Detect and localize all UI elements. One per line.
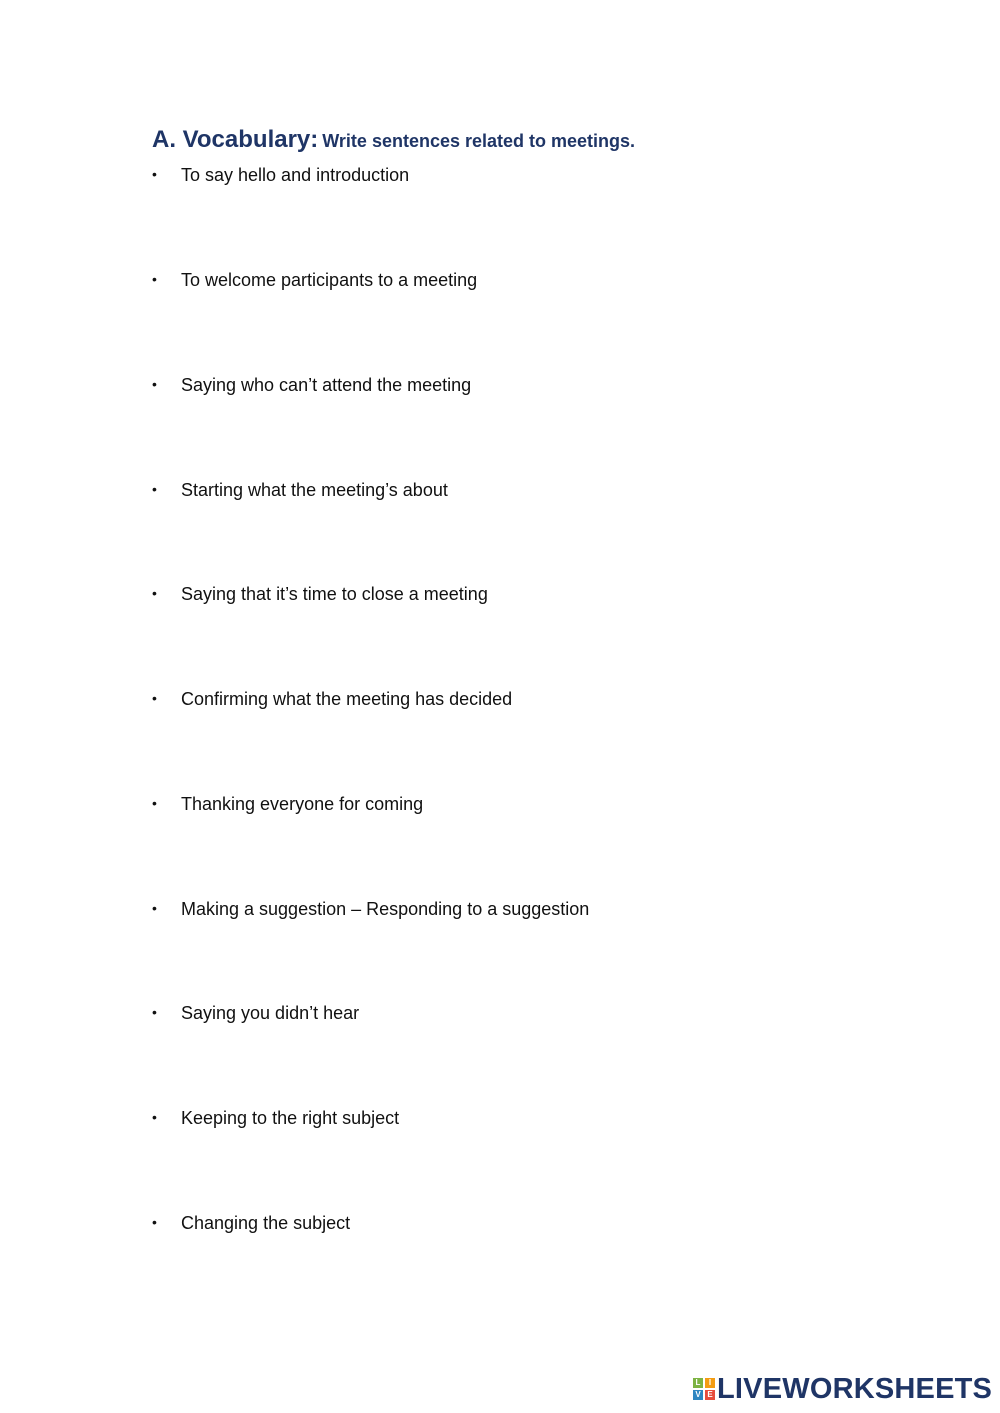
list-item-text: To say hello and introduction: [181, 165, 410, 185]
bullet-icon: •: [152, 900, 157, 916]
bullet-icon: •: [152, 481, 157, 497]
logo-mark-letter: L: [693, 1378, 703, 1388]
bullet-icon: •: [152, 1109, 157, 1125]
section-label: A. Vocabulary:: [152, 126, 319, 153]
list-item: [152, 1001, 359, 1024]
section-instruction: Write sentences related to meetings.: [322, 131, 636, 151]
logo-mark-icon: [693, 1378, 715, 1400]
list-item: [152, 478, 448, 501]
list-item-text: Making a suggestion – Responding to a suggestion: [181, 899, 590, 919]
logo-mark-letter: V: [693, 1390, 703, 1400]
list-item: [152, 897, 589, 920]
list-item: [152, 1106, 399, 1129]
list-item-text: Starting what the meeting’s about: [181, 480, 448, 500]
list-item: [152, 1211, 350, 1234]
list-item-text: To welcome participants to a meeting: [181, 270, 478, 290]
list-item: [152, 792, 423, 815]
list-item-text: Saying who can’t attend the meeting: [181, 375, 472, 395]
bullet-icon: •: [152, 271, 157, 287]
bullet-icon: •: [152, 376, 157, 392]
bullet-icon: •: [152, 1214, 157, 1230]
bullet-icon: •: [152, 795, 157, 811]
list-item-text: Saying you didn’t hear: [181, 1003, 360, 1023]
list-item: [152, 687, 512, 710]
list-item-text: Saying that it’s time to close a meeting: [181, 584, 488, 604]
logo-text: LIVEWORKSHEETS: [717, 1372, 993, 1405]
section-heading: [152, 118, 635, 155]
list-item-text: Thanking everyone for coming: [181, 794, 424, 814]
list-item: [152, 582, 488, 605]
bullet-icon: •: [152, 166, 157, 182]
liveworksheets-logo: [693, 1372, 992, 1406]
bullet-icon: •: [152, 1004, 157, 1020]
bullet-icon: •: [152, 585, 157, 601]
logo-mark-letter: I: [705, 1378, 715, 1388]
logo-mark-letter: E: [705, 1390, 715, 1400]
list-item: [152, 268, 477, 291]
list-item-text: Keeping to the right subject: [181, 1108, 400, 1128]
list-item: [152, 163, 409, 186]
list-item-text: Confirming what the meeting has decided: [181, 689, 513, 709]
list-item: [152, 373, 471, 396]
bullet-icon: •: [152, 690, 157, 706]
list-item-text: Changing the subject: [181, 1213, 351, 1233]
